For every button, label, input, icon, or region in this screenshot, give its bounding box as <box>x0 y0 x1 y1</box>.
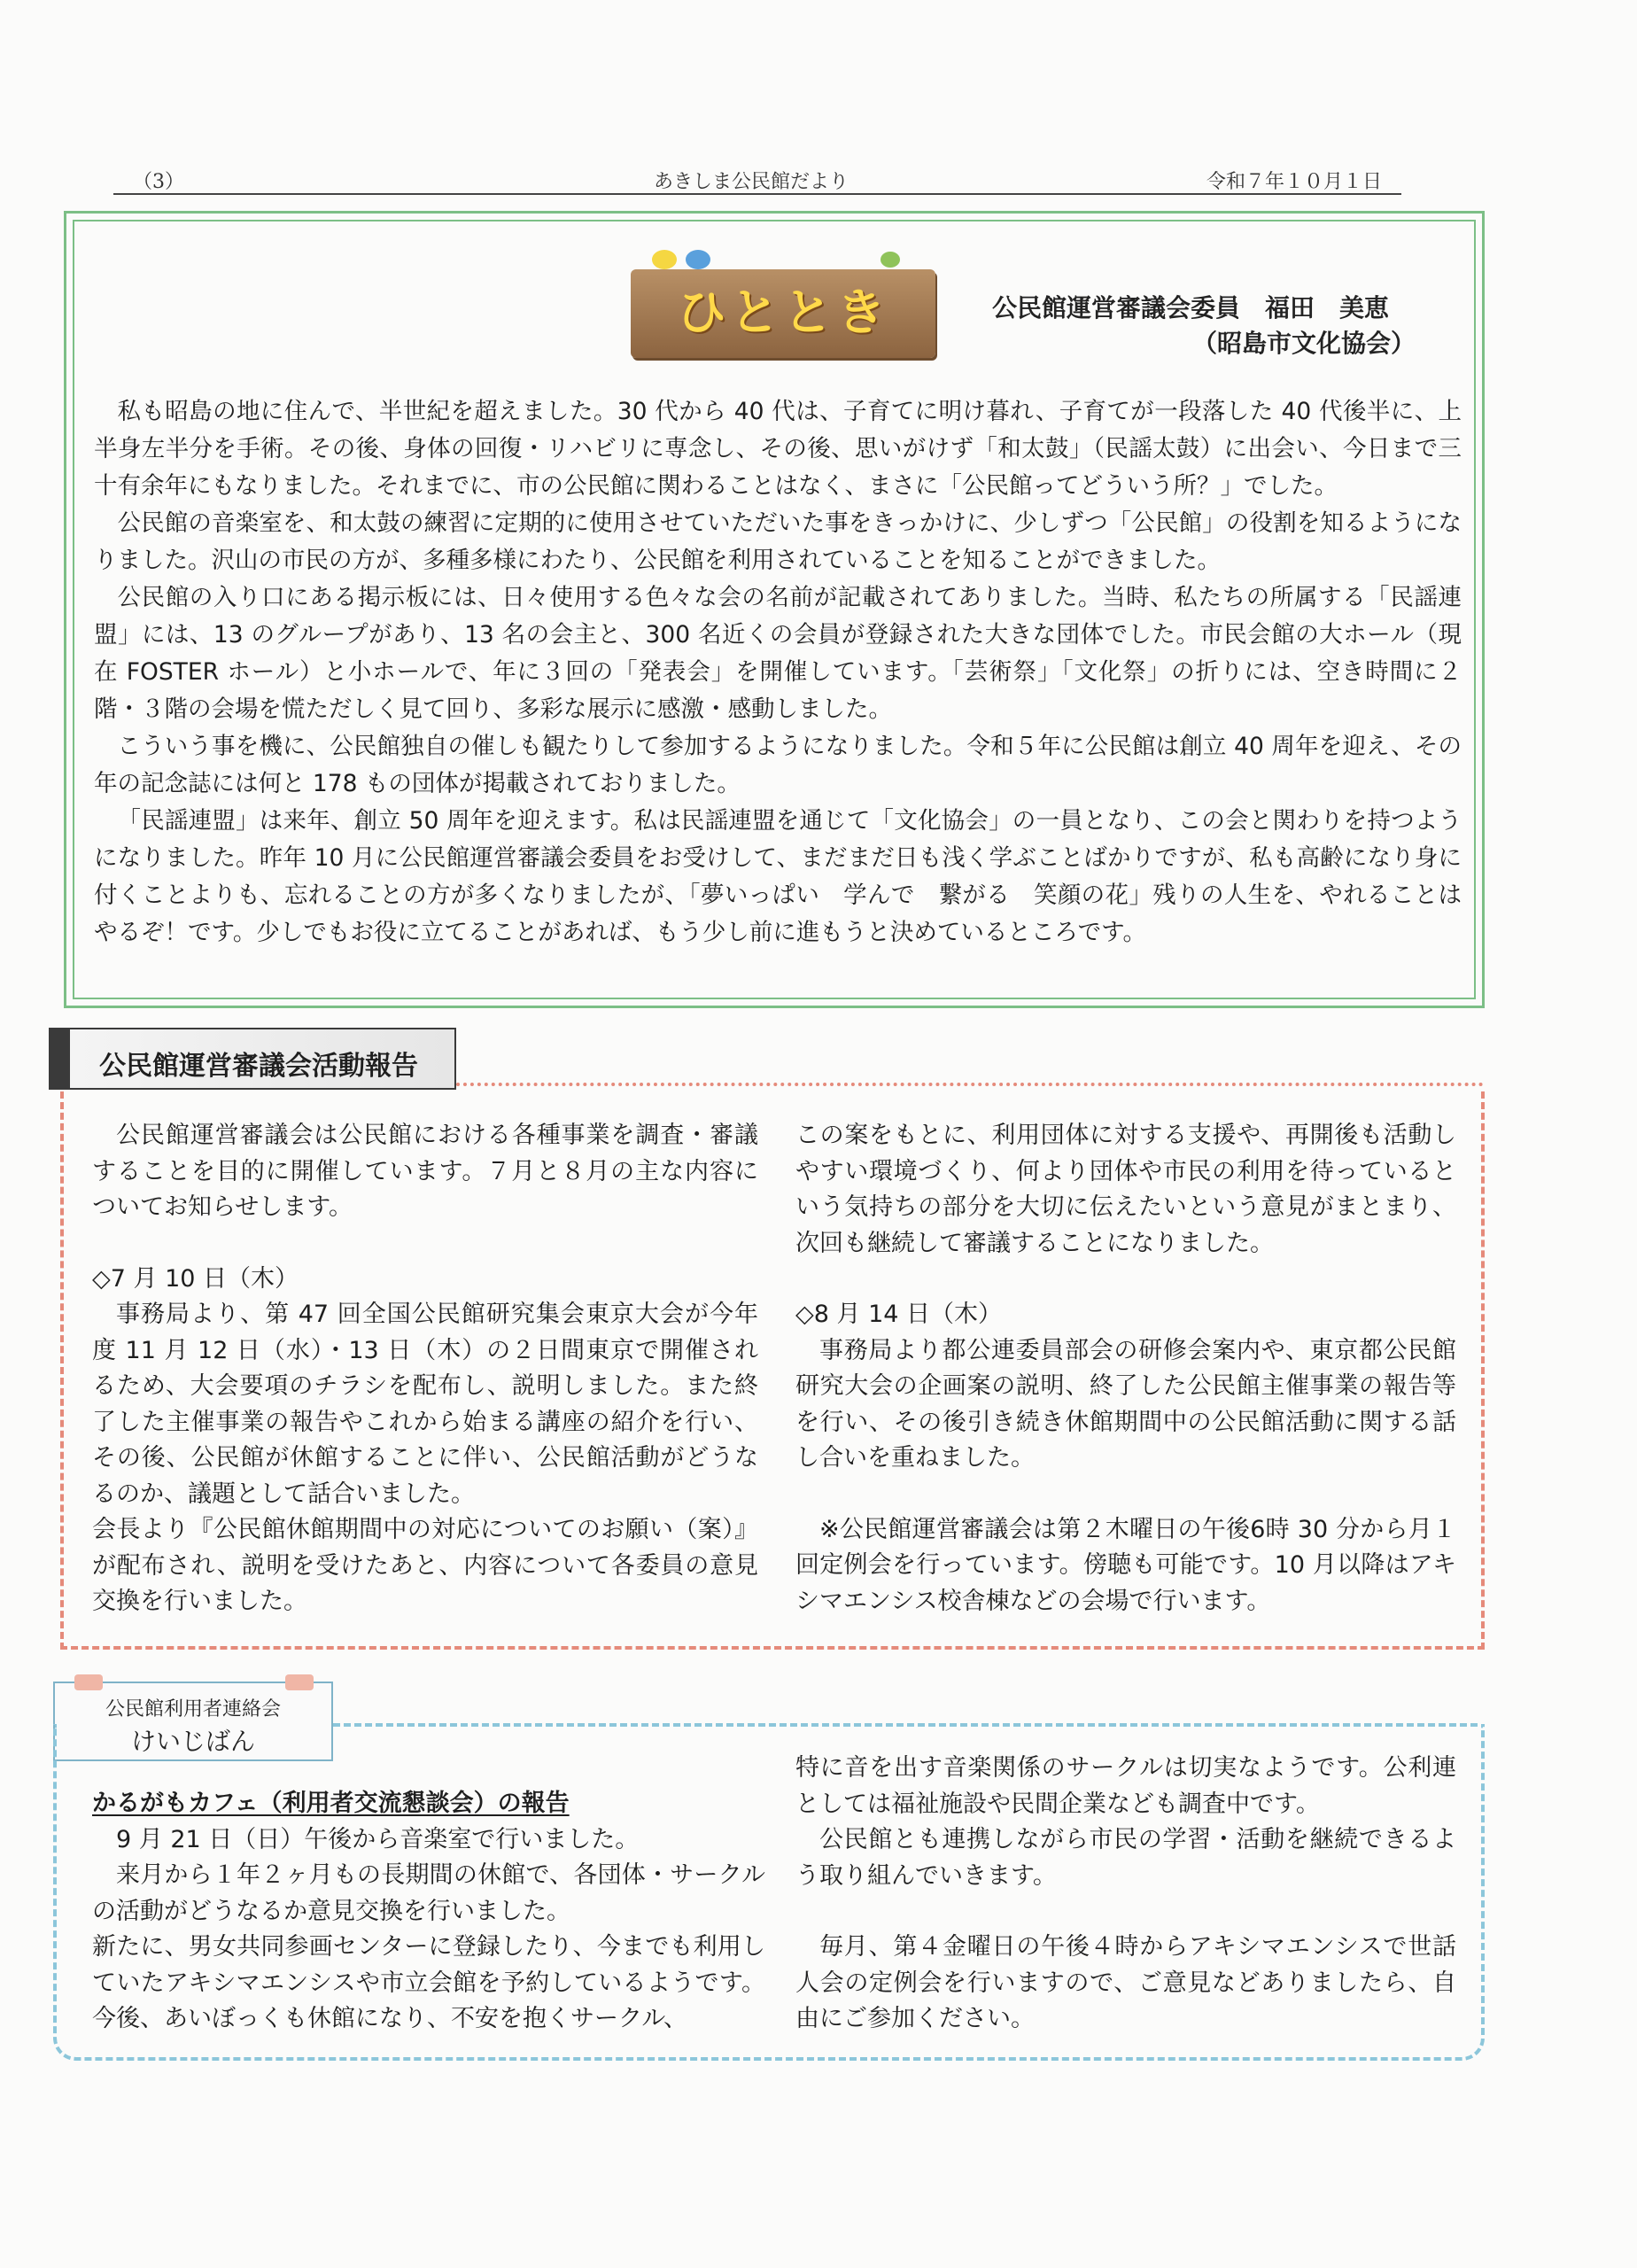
hitotoki-sign <box>631 250 935 356</box>
bird-yellow-icon <box>652 250 677 269</box>
cafe-report-paragraph: 公民館とも連携しながら市民の学習・活動を継続できるよう取り組んでいきます。 <box>795 1826 1456 1890</box>
council-title: 公民館運営審議会活動報告 <box>99 1051 418 1082</box>
users-left-column <box>92 1786 765 2038</box>
council-note: ※公民館運営審議会は第２木曜日の午後6時 30 分から月１回定例会を行っています。傍聴も可能です。10 月以降はアキシマエンシス校舎棟などの会場で行います。 <box>795 1515 1456 1615</box>
hitotoki-paragraph: こういう事を機に、公民館独自の催しも観たりして参加するようになりました。令和５年に公民館は創立 40 周年を迎え、その年の記念誌には何と 178 もの団体が掲載されておりました。 <box>94 733 1462 797</box>
council-july-report: 事務局より、第 47 回全国公民館研究集会東京大会が今年度 11 月 12 日（水）・13 日（木）の２日間東京で開催されるため、大会要項のチラシを配布し、説明しました。また終了した主催事業の報告やこれから始まる講座の紹介を行い、その後、公民館が休館することに伴い、公民館活動がどうなるのか、議題として話合いました。 <box>92 1301 758 1508</box>
council-august-report: 事務局より都公連委員部会の研修会案内や、東京都公民館研究大会の企画案の説明、終了した公民館主催事業の報告等を行い、その後引き続き休館期間中の公民館活動に関する話し合いを重ねました。 <box>795 1336 1456 1472</box>
council-left-column <box>92 1118 758 1620</box>
sprout-icon <box>881 252 900 268</box>
newsletter-title: あきしま公民館だより <box>654 171 850 193</box>
hitotoki-body <box>94 393 1462 951</box>
header-rule <box>113 193 1401 195</box>
hitotoki-paragraph: 公民館の音楽室を、和太鼓の練習に定期的に使用させていただいた事をきっかけに、少しずつ「公民館」の役割を知るようになりました。沢山の市民の方が、多種多様にわたり、公民館を利用されていることを知ることができました。 <box>94 509 1462 574</box>
author-name: 公民館運営審議会委員 福田 美恵 <box>992 293 1390 322</box>
hitotoki-title: ひととき <box>677 284 889 342</box>
cafe-report-heading: かるがもカフェ（利用者交流懇談会）の報告 <box>92 1790 570 1817</box>
council-july-request: 会長より『公民館休館期間中の対応についてのお願い（案）』が配布され、説明を受けたあと、内容について各委員の意見交換を行いました。 <box>92 1516 758 1615</box>
bird-blue-icon <box>686 250 710 269</box>
cafe-report-paragraph: 新たに、男女共同参画センターに登録したり、今までも利用していたアキシマエンシスや市立会館を予約しているようです。今後、あいぼっくも休館になり、不安を抱くサークル、 <box>92 1933 765 2032</box>
cafe-report-date: 9 月 21 日（日）午後から音楽室で行いました。 <box>116 1825 640 1853</box>
cafe-report-continued: 特に音を出す音楽関係のサークルは切実なようです。公利連としては福祉施設や民間企業なども調査中です。 <box>795 1754 1456 1818</box>
ribbon-icon <box>285 1674 314 1690</box>
council-intro: 公民館運営審議会は公民館における各種事業を調査・審議することを目的に開催しています。７月と８月の主な内容についてお知らせします。 <box>92 1122 758 1221</box>
cafe-report-paragraph: 来月から１年２ヶ月もの長期間の休館で、各団体・サークルの活動がどうなるか意見交換を行いました。 <box>92 1861 765 1925</box>
council-right-column <box>795 1118 1456 1619</box>
users-title: けいじばん <box>130 1727 255 1756</box>
users-subtitle: 公民館利用者連絡会 <box>105 1698 281 1720</box>
meeting-date-july: ◇7 月 10 日（木） <box>92 1264 299 1293</box>
page-number: （3） <box>133 171 184 193</box>
hitotoki-paragraph: 私も昭島の地に住んで、半世紀を超えました。30 代から 40 代は、子育てに明け暮れ、子育てが一段落した 40 代後半に、上半身左半分を手術。その後、身体の回復・リハビリに専念し、その後、思いがけず「和太鼓」（民謡太鼓）に出会い、今日まで三十有余年にもなりました。それまでに、市の公民館に関わることはなく、まさに「公民館ってどういう所？」でした。 <box>94 398 1462 500</box>
hitotoki-paragraph: 「民謡連盟」は来年、創立 50 周年を迎えます。私は民謡連盟を通じて「文化協会」の一員となり、この会と関わりを持つようになりました。昨年 10 月に公民館運営審議会委員をお受けして、まだまだ日も浅く学ぶことばかりですが、私も高齢になり身に付くことよりも、忘れることの方が多くなりましたが、「夢いっぱい 学んで 繋がる 笑顔の花」残りの人生を、やれることはやるぞ！です。少しでもお役に立てることがあれば、もう少し前に進もうと決めているところです。 <box>94 807 1462 946</box>
hitotoki-paragraph: 公民館の入り口にある掲示板には、日々使用する色々な会の名前が記載されてありました。当時、私たちの所属する「民謡連盟」には、13 のグループがあり、13 名の会主と、300 名近くの会員が登録された大きな団体でした。市民会館の大ホール（現在 FOSTER ホール）と小ホールで、年に３回の「発表会」を開催しています。「芸術祭」「文化祭」の折りには、空き時間に２階・３階の会場を慌ただしく見て回り、多彩な展示に感激・感動しました。 <box>94 584 1462 723</box>
monthly-meeting-notice: 毎月、第４金曜日の午後４時からアキシマエンシスで世話人会の定例会を行いますので、ご意見などありましたら、自由にご参加ください。 <box>795 1933 1456 2032</box>
author-affiliation: （昭島市文化協会） <box>1192 329 1416 358</box>
meeting-date-august: ◇8 月 14 日（木） <box>795 1301 1003 1328</box>
council-july-continued: この案をもとに、利用団体に対する支援や、再開後も活動しやすい環境づくり、何より団体や市民の利用を待っているという気持ちの部分を大切に伝えたいという意見がまとまり、次回も継続して審議することになりました。 <box>795 1122 1456 1257</box>
council-top-border <box>456 1083 1484 1086</box>
ribbon-icon <box>74 1674 103 1690</box>
users-right-column <box>795 1751 1456 2038</box>
issue-date: 令和７年１０月１日 <box>1206 171 1383 193</box>
